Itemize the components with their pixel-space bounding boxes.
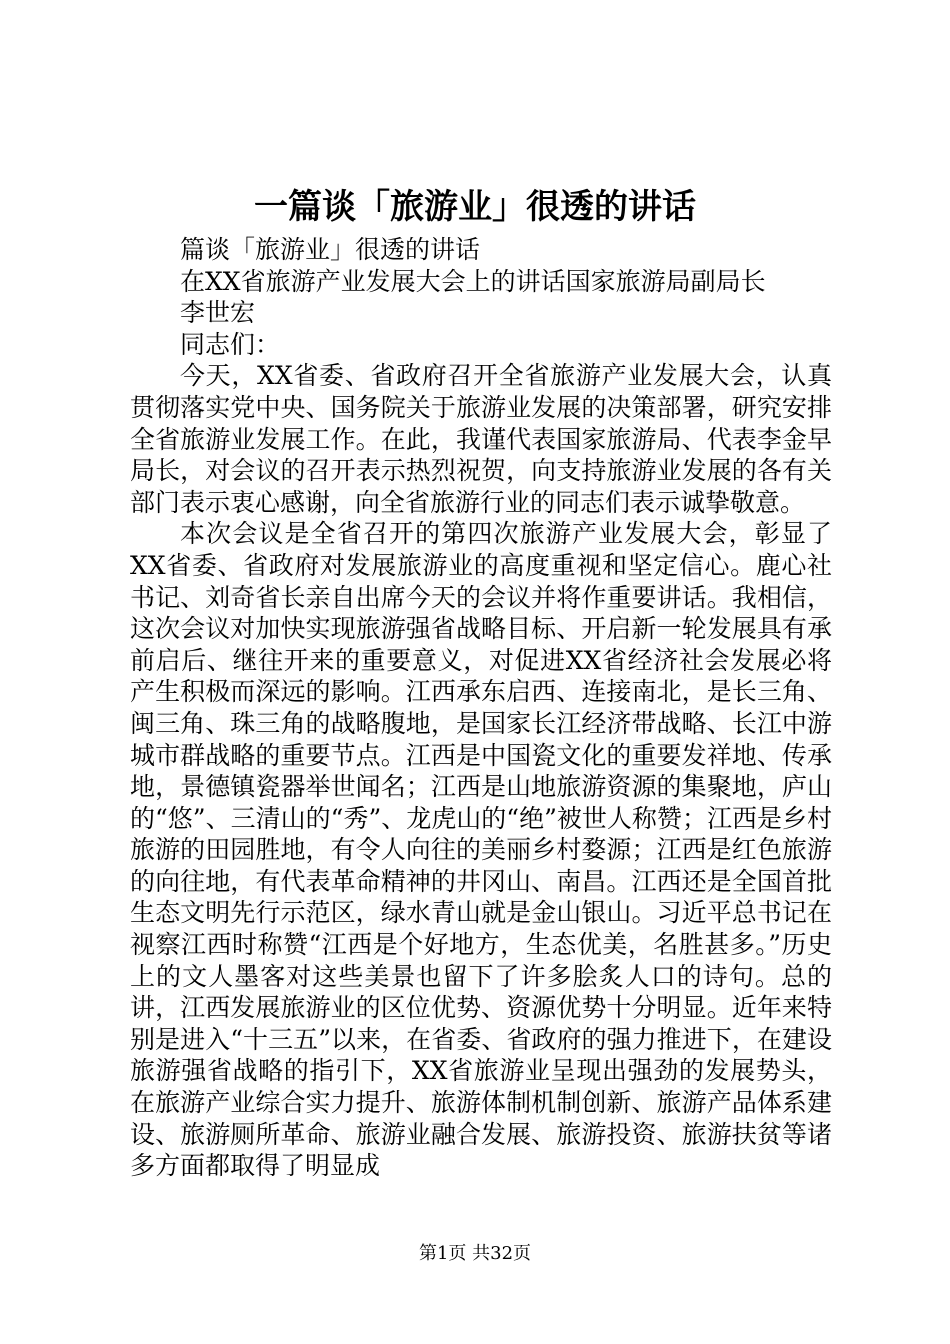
document-body (130, 234, 832, 1182)
paragraph: 本次会议是全省召开的第四次旅游产业发展大会，彰显了XX省委、省政府对发展旅游业的高度重视和坚定信心。鹿心社书记、刘奇省长亲自出席今天的会议并将作重要讲话。我相信，这次会议对加快实现旅游强省战略目标、开启新一轮发展具有承前启后、继往开来的重要意义，对促进XX省经济社会发展必将产生积极而深远的影响。江西承东启西、连接南北，是长三角、闽三角、珠三角的战略腹地，是国家长江经济带战略、长江中游城市群战略的重要节点。江西是中国瓷文化的重要发祥地、传承地，景德镇瓷器举世闻名；江西是山地旅游资源的集聚地，庐山的“悠”、三清山的“秀”、龙虎山的“绝”被世人称赞；江西是乡村旅游的田园胜地，有令人向往的美丽乡村婺源；江西是红色旅游的向往地，有代表革命精神的井冈山、南昌。江西还是全国首批生态文明先行示范区，绿水青山就是金山银山。习近平总书记在视察江西时称赞“江西是个好地方，生态优美，名胜甚多。”历史上的文人墨客对这些美景也留下了许多脍炙人口的诗句。总的讲，江西发展旅游业的区位优势、资源优势十分明显。近年来特别是进入“十三五”以来，在省委、省政府的强力推进下，在建设旅游强省战略的指引下，XX省旅游业呈现出强劲的发展势头，在旅游产业综合实力提升、旅游体制机制创新、旅游产品体系建设、旅游厕所革命、旅游业融合发展、旅游投资、旅游扶贫等诸多方面都取得了明显成 (130, 519, 832, 1181)
salutation-line: 同志们： (180, 329, 281, 359)
subtitle-line: 篇谈「旅游业」很透的讲话 (180, 235, 481, 264)
page-footer: 第1页 共32页 (418, 1243, 532, 1264)
document-title: 一篇谈「旅游业」很透的讲话 (254, 187, 696, 227)
occasion-line: 在XX省旅游产业发展大会上的讲话国家旅游局副局长 (180, 266, 766, 296)
speaker-line: 李世宏 (180, 298, 256, 328)
paragraph: 今天，XX省委、省政府召开全省旅游产业发展大会，认真贯彻落实党中央、国务院关于旅游业发展的决策部署，研究安排全省旅游业发展工作。在此，我谨代表国家旅游局、代表李金早局长，对会议的召开表示热烈祝贺，向支持旅游业发展的各有关部门表示衷心感谢，向全省旅游行业的同志们表示诚挚敬意。 (130, 361, 832, 517)
